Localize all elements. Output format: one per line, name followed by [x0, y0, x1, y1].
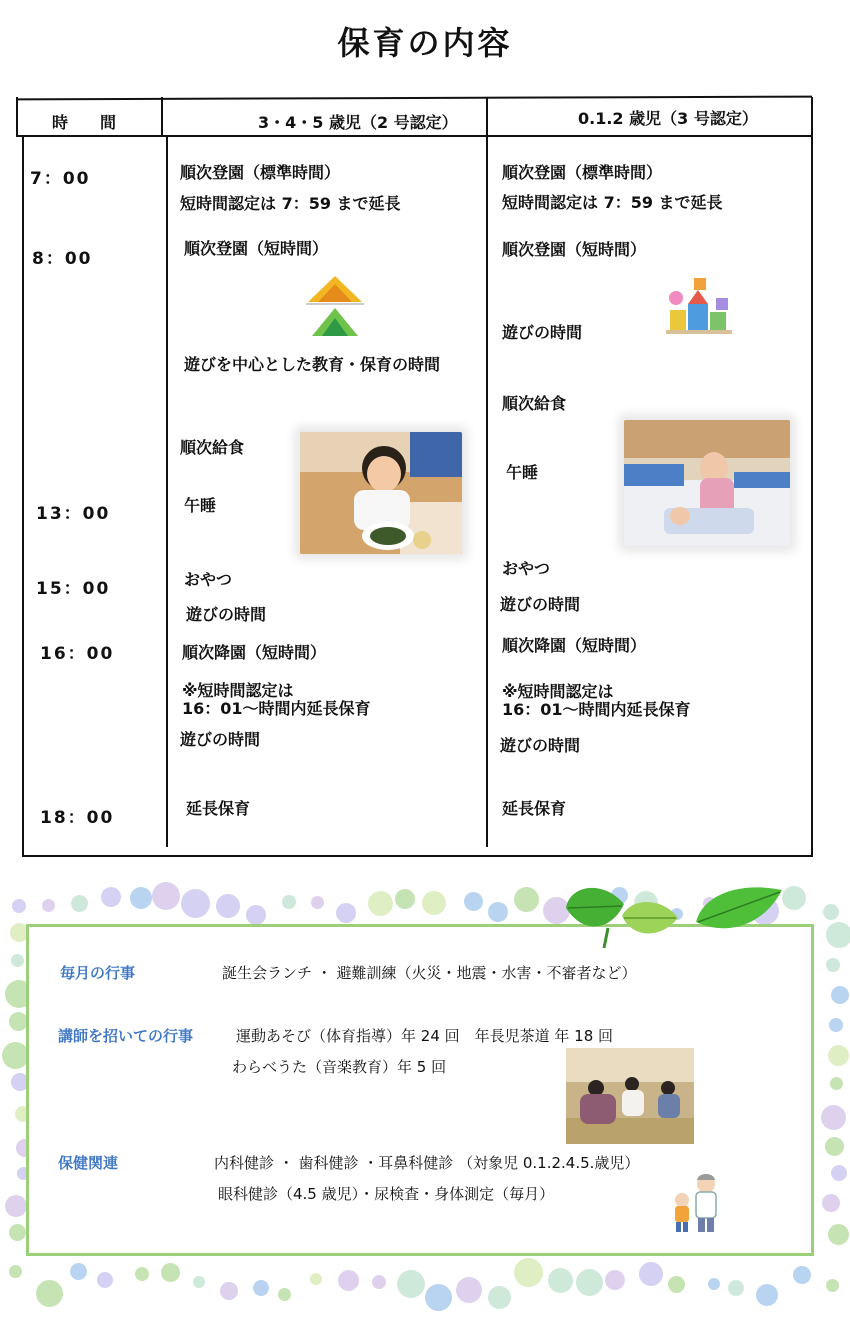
decorative-dot — [826, 922, 850, 948]
decorative-dot — [135, 1267, 149, 1281]
decorative-dot — [829, 1018, 843, 1032]
nap-photo — [624, 420, 790, 546]
decorative-dot — [372, 1275, 386, 1289]
schedule-item: 短時間認定は 7：59 まで延長 — [180, 194, 401, 213]
decorative-dot — [130, 887, 152, 909]
decorative-dot — [42, 899, 55, 912]
decorative-dot — [793, 1266, 811, 1284]
health-text: 内科健診 ・ 歯科健診 ・耳鼻科健診 （対象児 0.1.2.4.5.歳児） — [214, 1154, 640, 1172]
schedule-item: 遊びの時間 — [500, 595, 581, 614]
kabuto-illustration — [298, 272, 373, 340]
decorative-dot — [368, 891, 393, 916]
decorative-dot — [2, 1042, 29, 1069]
decorative-dot — [514, 1258, 543, 1287]
time-label: 15：00 — [36, 579, 111, 599]
time-label: 7：00 — [30, 169, 91, 189]
decorative-dot — [278, 1288, 291, 1301]
decorative-dot — [826, 1279, 839, 1292]
schedule-item: 順次登園（短時間） — [502, 240, 647, 259]
decorative-dot — [397, 1270, 425, 1298]
decorative-dot — [708, 1278, 720, 1290]
decorative-dot — [310, 1273, 322, 1285]
decorative-dot — [395, 889, 415, 909]
guest-events-text: 運動あそび（体育指導）年 24 回 年長児茶道 年 18 回 — [236, 1027, 614, 1045]
page-title: 保育の内容 — [337, 24, 513, 62]
schedule-item: 順次給食 — [180, 438, 245, 457]
lunch-photo — [300, 432, 462, 554]
header-age-345: 3・4・5 歳児（2 号認定） — [258, 113, 458, 132]
decorative-dot — [282, 895, 296, 909]
decorative-dot — [216, 894, 240, 918]
time-label: 16：00 — [40, 644, 115, 664]
decorative-dot — [11, 954, 24, 967]
decorative-dot — [576, 1269, 603, 1296]
schedule-item: 遊びの時間 — [500, 736, 581, 755]
decorative-dot — [831, 1165, 847, 1181]
header-age-012: 0.1.2 歳児（3 号認定） — [578, 109, 758, 128]
decorative-dot — [828, 1045, 849, 1066]
decorative-dot — [71, 895, 88, 912]
decorative-dot — [456, 1277, 482, 1303]
health-label: 保健関連 — [58, 1154, 119, 1172]
schedule-item: おやつ — [502, 559, 551, 578]
decorative-dot — [253, 1280, 269, 1296]
schedule-item: 16：01～時間内延長保育 — [502, 700, 691, 719]
schedule-item: 午睡 — [506, 463, 539, 482]
decorative-dot — [728, 1280, 744, 1296]
decorative-dot — [826, 958, 840, 972]
decorative-dot — [36, 1280, 63, 1307]
decorative-dot — [514, 887, 539, 912]
decorative-dot — [605, 1270, 625, 1290]
decorative-dot — [639, 1262, 663, 1286]
schedule-item: 短時間認定は 7：59 まで延長 — [502, 193, 723, 212]
doctor-illustration — [668, 1170, 726, 1236]
schedule-item: 延長保育 — [186, 799, 251, 818]
schedule-item: 遊びの時間 — [186, 605, 267, 624]
decorative-dot — [425, 1284, 452, 1311]
decorative-dot — [101, 887, 121, 907]
schedule-item: 順次登園（標準時間） — [180, 163, 341, 182]
decorative-dot — [831, 986, 849, 1004]
decorative-dot — [12, 899, 26, 913]
decorative-dot — [823, 904, 839, 920]
schedule-item: 16：01～時間内延長保育 — [182, 699, 371, 718]
leaves-illustration — [560, 878, 790, 952]
schedule-item: 順次降園（短時間） — [182, 643, 327, 662]
decorative-dot — [9, 1265, 22, 1278]
guest-events-label: 講師を招いての行事 — [58, 1027, 194, 1045]
decorative-dot — [9, 1224, 26, 1241]
schedule-item: おやつ — [184, 570, 233, 589]
decorative-dot — [152, 882, 180, 910]
decorative-dot — [821, 1105, 846, 1130]
decorative-dot — [5, 1195, 27, 1217]
schedule-item: 順次登園（短時間） — [184, 239, 329, 258]
time-label: 13：00 — [36, 504, 111, 524]
decorative-dot — [668, 1276, 685, 1293]
decorative-dot — [246, 905, 266, 925]
decorative-dot — [181, 889, 210, 918]
guest-events-text: わらべうた（音楽教育）年 5 回 — [232, 1058, 447, 1076]
schedule-item: 遊びを中心とした教育・保育の時間 — [184, 355, 441, 374]
decorative-dot — [548, 1268, 573, 1293]
schedule-item: 午睡 — [184, 496, 217, 515]
decorative-dot — [830, 1077, 843, 1090]
decorative-dot — [338, 1270, 359, 1291]
toy-blocks-illustration — [664, 274, 736, 338]
schedule-item: 順次給食 — [502, 394, 567, 413]
decorative-dot — [488, 902, 508, 922]
decorative-dot — [825, 1137, 844, 1156]
decorative-dot — [488, 1286, 511, 1309]
decorative-dot — [220, 1282, 238, 1300]
decorative-dot — [422, 891, 446, 915]
header-time: 時 間 — [52, 113, 117, 132]
time-label: 8：00 — [32, 249, 93, 269]
monthly-events-text: 誕生会ランチ ・ 避難訓練（火災・地震・水害・不審者など） — [222, 964, 637, 982]
decorative-dot — [822, 1194, 840, 1212]
monthly-events-label: 毎月の行事 — [60, 964, 136, 982]
schedule-item: 遊びの時間 — [180, 730, 261, 749]
tea-ceremony-photo — [566, 1048, 694, 1144]
decorative-dot — [70, 1263, 87, 1280]
decorative-dot — [828, 1224, 849, 1245]
schedule-item: 延長保育 — [502, 799, 567, 818]
decorative-dot — [161, 1263, 180, 1282]
time-label: 18：00 — [40, 808, 115, 828]
decorative-dot — [97, 1272, 113, 1288]
schedule-item: ※短時間認定は — [502, 682, 614, 701]
decorative-dot — [193, 1276, 205, 1288]
decorative-dot — [756, 1284, 778, 1306]
schedule-item: 順次降園（短時間） — [502, 636, 647, 655]
health-text: 眼科健診（4.5 歳児）・尿検査・身体測定（毎月） — [218, 1185, 555, 1203]
decorative-dot — [336, 903, 356, 923]
decorative-dot — [311, 896, 324, 909]
decorative-dot — [464, 892, 483, 911]
schedule-item: 順次登園（標準時間） — [502, 163, 663, 182]
schedule-item: 遊びの時間 — [502, 323, 583, 342]
schedule-item: ※短時間認定は — [182, 681, 294, 700]
